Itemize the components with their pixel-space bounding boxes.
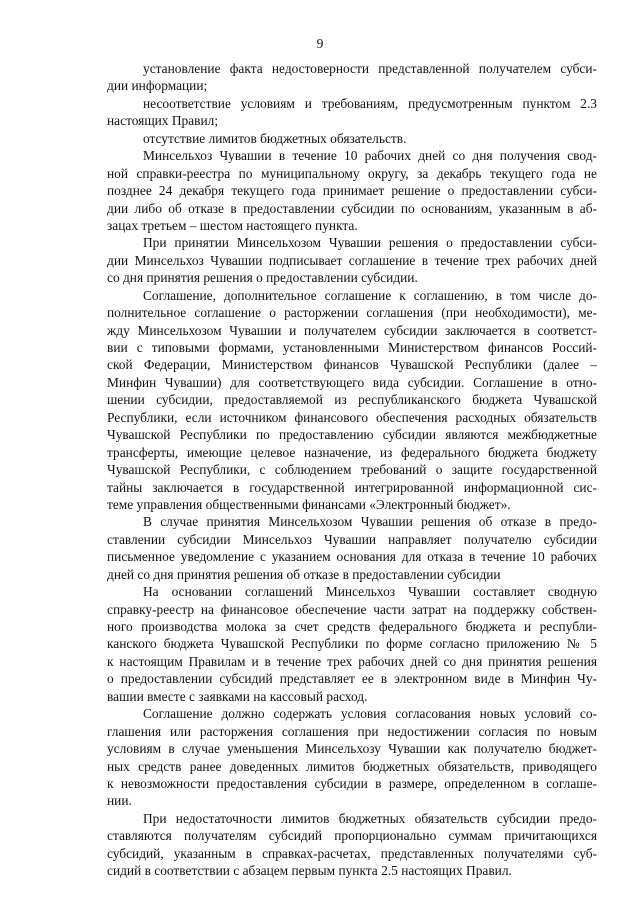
text-line: позднее 24 декабря текущего года принимает решение о предоставлении субси- (107, 183, 597, 199)
paragraph (107, 513, 597, 583)
text-line: отсутствие лимитов бюджетных обязательств. (143, 130, 407, 146)
paragraph (107, 810, 597, 880)
text-line: вии с типовыми формами, установленными Министерством финансов Россий- (107, 340, 597, 355)
text-line: условиям в случае уменьшения Минсельхозу Чувашии как получателю бюджет- (107, 741, 597, 757)
text-line: дней со дня принятия решения об отказе в предоставлении субсидии (107, 566, 501, 582)
text-line: шении субсидии, предоставляемой из республиканского бюджета Чувашской (107, 392, 597, 408)
text-line: ской Федерации, Министерством финансов Чувашской Республики (далее – (107, 357, 597, 373)
paragraph (107, 60, 597, 95)
text-line: тайны заключается в государственной интегрированной информационной сис- (107, 479, 597, 495)
document-body (107, 60, 597, 880)
text-line: дии Минсельхоз Чувашии подписывает соглашение в течение трех рабочих дней (107, 252, 597, 268)
page-number: 9 (316, 36, 324, 51)
text-line: сидий в соответствии с абзацем первым пункта 2.5 настоящих Правил. (107, 863, 512, 879)
text-line: установление факта недостоверности представленной получателем субси- (143, 61, 597, 76)
text-line: нии. (107, 793, 132, 809)
text-line: дии информации; (107, 78, 208, 94)
text-line: полнительное соглашение о расторжении соглашения (при необходимости), ме- (107, 305, 597, 321)
text-line: письменное уведомление с указанием основания для отказа в течение 10 рабочих (107, 549, 597, 565)
text-line: зацах третьем – шестом настоящего пункта. (107, 217, 358, 233)
text-line: глашения или расторжения соглашения при недостижении согласия по новым (107, 723, 597, 739)
text-line: ной справки-реестра по муниципальному округу, за декабрь текущего года не (107, 165, 597, 181)
text-line: Минфин Чувашии) для соответствующего вида субсидии. Соглашение в отно- (107, 374, 597, 390)
text-line: Соглашение должно содержать условия согласования новых условий со- (143, 706, 597, 722)
text-line: о предоставлении субсидий представляет ее в электронном виде в Минфин Чу- (107, 671, 597, 687)
text-line: несоответствие условиям и требованиям, предусмотренным пунктом 2.3 (143, 95, 597, 111)
text-line: Минсельхоз Чувашии в течение 10 рабочих дней со дня получения свод- (143, 148, 597, 164)
paragraph (107, 95, 597, 130)
text-line: справку-реестр на финансовое обеспечение части затрат на поддержку собствен- (107, 601, 597, 617)
text-line: трансферты, имеющие целевое назначение, из федерального бюджета бюджету (107, 444, 597, 460)
text-line: канского бюджета Чувашской Республики по форме согласно приложению № 5 (107, 636, 597, 652)
text-line: При недостаточности лимитов бюджетных обязательств субсидии предо- (143, 810, 597, 826)
paragraph (107, 705, 597, 810)
text-line: вашии вместе с заявками на кассовый расход. (107, 688, 368, 704)
text-line: к настоящим Правилам и в течение трех рабочих дней со дня принятия решения (107, 653, 597, 669)
paragraph (107, 287, 597, 514)
text-line: жду Минсельхозом Чувашии и получателем субсидии заключается в соответст- (107, 322, 597, 338)
text-line: со дня принятия решения о предоставлении субсидии. (107, 270, 418, 286)
text-line: Чувашской Республики по предоставлению субсидии являются межбюджетные (107, 427, 597, 443)
text-line: ставлении субсидии Минсельхоз Чувашии направляет получателю субсидии (107, 531, 597, 547)
text-line: ных средств ранее доведенных лимитов бюджетных обязательств, приводящего (107, 758, 597, 774)
paragraph (107, 130, 597, 147)
text-line: Соглашение, дополнительное соглашение к соглашению, в том числе до- (143, 287, 597, 303)
paragraph (107, 234, 597, 286)
text-line: При принятии Минсельхозом Чувашии решения о предоставлении субси- (143, 235, 597, 251)
text-line: На основании соглашений Минсельхоз Чувашии составляет сводную (143, 584, 597, 600)
text-line: В случае принятия Минсельхозом Чувашии решения об отказе в предо- (143, 514, 597, 530)
text-line: настоящих Правил; (107, 113, 219, 129)
text-line: Чувашской Республики, с соблюдением требований о защите государственной (107, 462, 597, 478)
paragraph (107, 583, 597, 705)
text-line: дии либо об отказе в предоставлении субсидии по основаниям, указанным в аб- (107, 200, 597, 216)
text-line: субсидий, указанным в справках-расчетах, представленных получателями суб- (107, 845, 597, 861)
text-line: Республики, если источником финансового обеспечения расходных обязательств (107, 409, 597, 425)
text-line: к невозможности предоставления субсидии в размере, определенном в соглаше- (107, 775, 597, 791)
text-line: теме управления общественными финансами «Электронный бюджет». (107, 496, 511, 512)
text-line: ставляются получателям субсидий пропорционально суммам причитающихся (107, 828, 597, 844)
text-line: ного производства молока за счет средств федерального бюджета и республи- (107, 619, 597, 634)
paragraph (107, 147, 597, 234)
